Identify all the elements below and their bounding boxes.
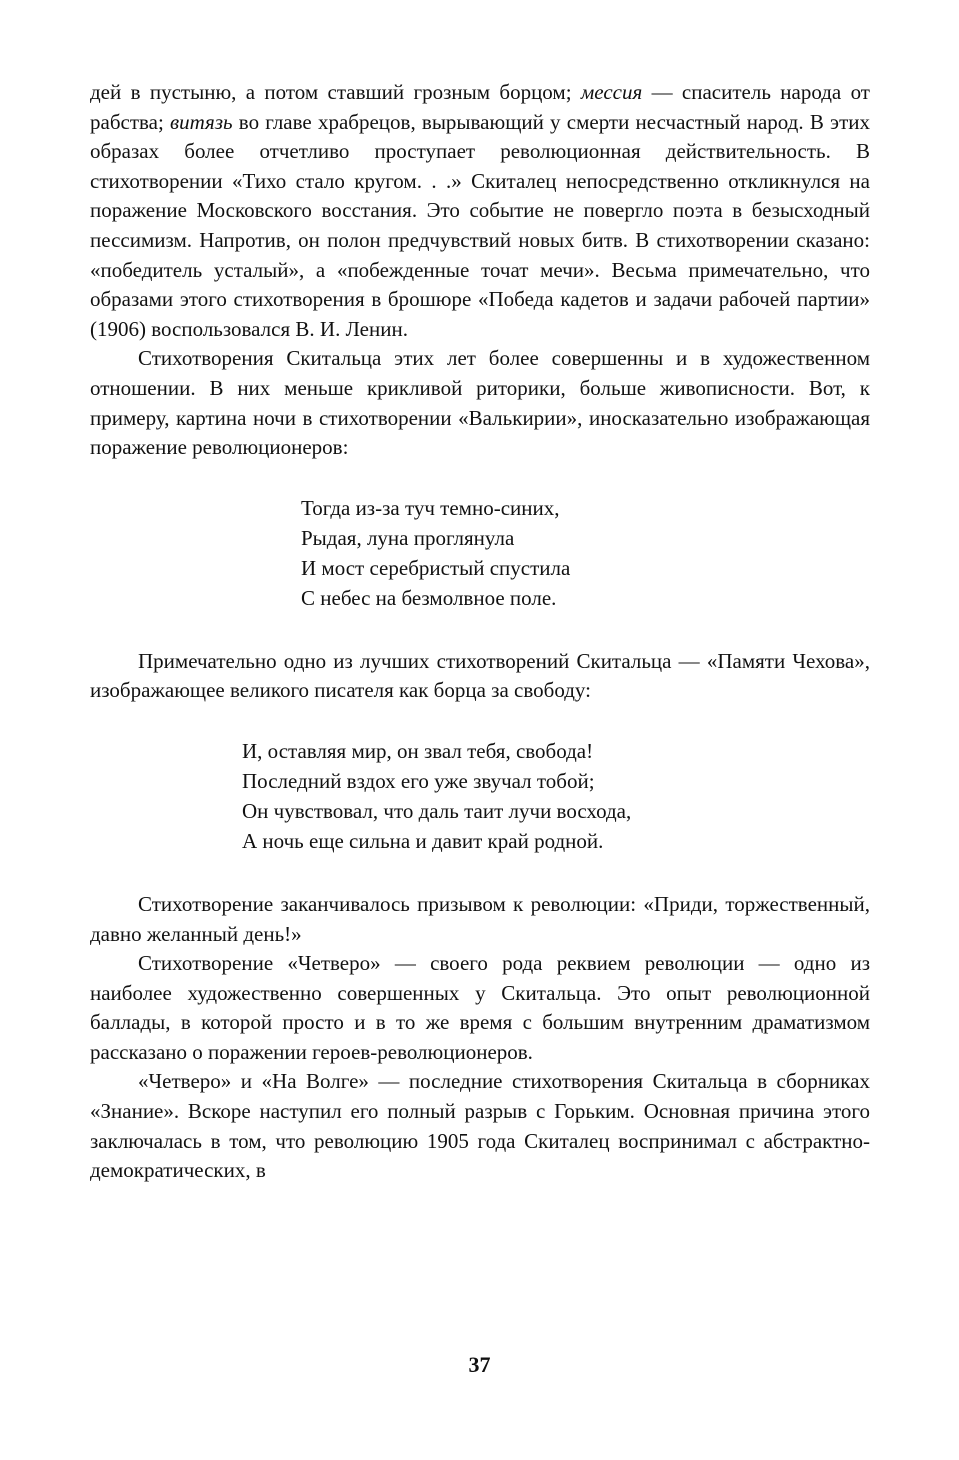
poem-quote-chekhov	[242, 736, 870, 856]
poem-line: Он чувствовал, что даль таит лучи восхода,	[242, 798, 632, 823]
poem-line: Тогда из-за туч темно-синих,	[301, 495, 560, 520]
paragraph-6: «Четверо» и «На Волге» — последние стихотворения Скитальца в сборниках «Знание». Вскоре наступил его полный разрыв с Горьким. Основная причина этого заключалась в том, что революцию 1905 года Скиталец воспринимал с абстрактно-демократических, в	[90, 1069, 870, 1183]
paragraph-3: Примечательно одно из лучших стихотворений Скитальца — «Памяти Чехова», изображающее великого писателя как борца за свободу:	[90, 648, 870, 703]
poem-line: А ночь еще сильна и давит край родной.	[242, 828, 604, 853]
poem-line: И, оставляя мир, он звал тебя, свобода!	[242, 738, 594, 763]
paragraph-2: Стихотворения Скитальца этих лет более совершенны и в художественном отношении. В них меньше крикливой риторики, больше живописности. Вот, к примеру, картина ночи в стихотворении «Валькирии», иносказательно изображающая поражение революционеров:	[90, 346, 870, 460]
page-number: 37	[468, 1352, 491, 1377]
poem-line: Последний вздох его уже звучал тобой;	[242, 768, 595, 793]
text-run: во главе храбрецов, вырывающий у смерти несчастный народ. В этих образах более отчетливо проступает революционная действительность. В стихотворении «Тихо стало кругом. . .» Скиталец непосредственно откликнулся на поражение Московского восстания. Это событие не повергло поэта в безысходный пессимизм. Напротив, он полон предчувствий новых битв. В стихотворении сказано: «победитель усталый», а «побежденные точат мечи». Весьма примечательно, что образами этого стихотворения в брошюре «Победа кадетов и задачи рабочей партии» (1906) воспользовался В. И. Ленин.	[90, 109, 870, 341]
italic-term-messiah: мессия	[580, 80, 643, 104]
poem-quote-valkyries	[301, 493, 870, 613]
poem-line: Рыдая, луна проглянула	[301, 525, 515, 550]
text-run: — спаситель народа от рабства;	[90, 80, 870, 134]
paragraph-5: Стихотворение «Четверо» — своего рода реквием революции — одно из наиболее художественно совершенных у Скитальца. Это опыт революционной баллады, в которой просто и в то же время с большим внутренним драматизмом рассказано о поражении героев-революционеров.	[90, 951, 870, 1064]
italic-term-vityaz: витязь	[170, 109, 233, 134]
paragraph-1	[90, 78, 870, 344]
text-run: дей в пустыню, а потом ставший грозным борцом;	[90, 80, 581, 104]
poem-line: С небес на безмолвное поле.	[301, 585, 557, 610]
poem-line: И мост серебристый спустила	[301, 555, 571, 580]
page-body	[90, 78, 870, 1186]
paragraph-4: Стихотворение заканчивалось призывом к революции: «Приди, торжественный, давно желанный день!»	[90, 891, 870, 946]
